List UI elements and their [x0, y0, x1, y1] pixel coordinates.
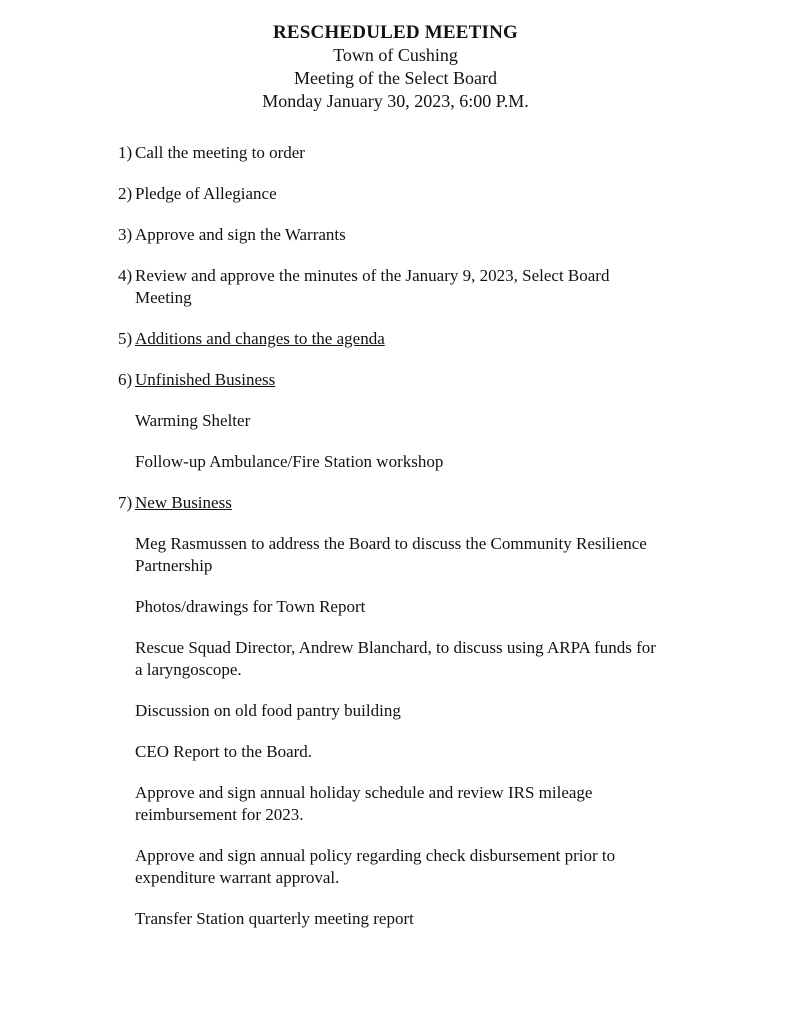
agenda-item-text: Approve and sign the Warrants: [135, 225, 346, 244]
agenda-item-text: CEO Report to the Board.: [135, 742, 313, 761]
agenda-item: [118, 596, 667, 618]
agenda-item: [118, 741, 667, 763]
agenda-item: [118, 637, 667, 681]
agenda-list: [118, 142, 667, 930]
agenda-item: [118, 533, 667, 577]
agenda-item: [118, 265, 667, 309]
agenda-item: [118, 183, 667, 205]
agenda-item-number: 4): [118, 266, 133, 285]
agenda-item-text: Transfer Station quarterly meeting report: [135, 909, 414, 928]
agenda-item-text: Review and approve the minutes of the January 9, 2023, Select Board Meeting: [135, 266, 610, 307]
agenda-item: [118, 451, 667, 473]
agenda-item-text: Approve and sign annual policy regarding check disbursement prior to expenditure warrant approval.: [135, 846, 616, 887]
agenda-item-text: Meg Rasmussen to address the Board to discuss the Community Resilience Partnership: [135, 534, 647, 575]
agenda-item-text: Follow-up Ambulance/Fire Station workshop: [135, 452, 444, 471]
document-subtitle-town: Town of Cushing: [333, 45, 458, 65]
agenda-item-text: Approve and sign annual holiday schedule and review IRS mileage reimbursement for 2023.: [135, 783, 593, 824]
agenda-item: [118, 142, 667, 164]
agenda-item-text: New Business: [135, 493, 232, 512]
agenda-item: [118, 908, 667, 930]
agenda-item: [118, 845, 667, 889]
agenda-item-text: Discussion on old food pantry building: [135, 701, 401, 720]
agenda-item-number: 6): [118, 370, 133, 389]
agenda-item-number: 5): [118, 329, 133, 348]
document-header: [0, 0, 791, 113]
agenda-item-text: Pledge of Allegiance: [135, 184, 277, 203]
agenda-item-text: Unfinished Business: [135, 370, 276, 389]
agenda-item: [118, 410, 667, 432]
agenda-item-text: Photos/drawings for Town Report: [135, 597, 366, 616]
agenda-item-number: 3): [118, 225, 133, 244]
agenda-item: [118, 492, 667, 514]
agenda-item: [118, 369, 667, 391]
agenda-item-text: Rescue Squad Director, Andrew Blanchard, to discuss using ARPA funds for a laryngoscope.: [135, 638, 656, 679]
document-subtitle-meeting: Meeting of the Select Board: [294, 68, 497, 88]
agenda-item-text: Call the meeting to order: [135, 143, 305, 162]
agenda-item-number: 1): [118, 143, 133, 162]
agenda-item: [118, 782, 667, 826]
agenda-item-number: 7): [118, 493, 133, 512]
agenda-item: [118, 700, 667, 722]
agenda-item-number: 2): [118, 184, 133, 203]
agenda-item-text: Warming Shelter: [135, 411, 251, 430]
document-title: RESCHEDULED MEETING: [272, 22, 519, 43]
agenda-item: [118, 224, 667, 246]
agenda-item-text: Additions and changes to the agenda: [135, 329, 385, 348]
agenda-item: [118, 328, 667, 350]
document-subtitle-datetime: Monday January 30, 2023, 6:00 P.M.: [262, 91, 529, 111]
